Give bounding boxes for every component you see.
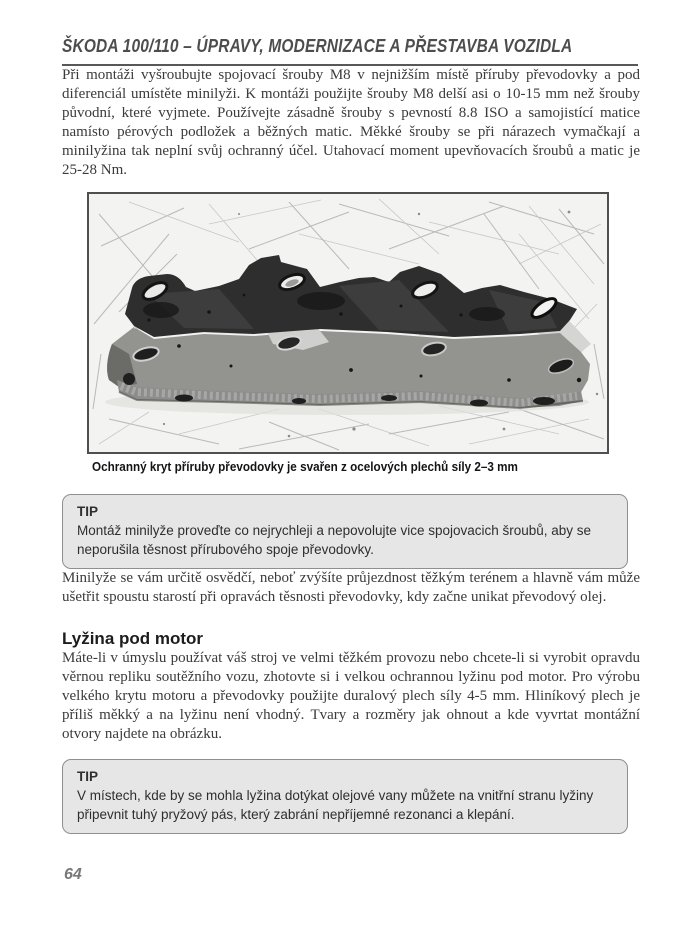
- photo-welded-steel-skid-plate: [87, 192, 609, 454]
- paragraph-engine-skid-plate: Máte-li v úmyslu používat váš stroj ve velmi těžkém provozu nebo chcete-li si vyrobit opravdu věrnou repliku soutěžního vozu, zhotovte si i velkou ochrannou lyžinu pod motor. Pro výrobu velkého krytu motoru a převodovky použijte duralový plech síly 4-5 mm. Hliníkový plech je příliš měkký a na lyžinu není vhodný. Tvary a rozměry jak ohnout a kde vyvrtat montážní otvory najdete na obrázku.: [62, 650, 640, 742]
- tip-box-rubber-strip: [62, 759, 628, 834]
- tip-label: TIP: [77, 769, 99, 784]
- tip-box-minilyze: [62, 494, 628, 569]
- tip-label: TIP: [77, 504, 99, 519]
- section-heading-lyzina-pod-motor: Lyžina pod motor: [62, 629, 204, 648]
- tip-text: V místech, kde by se mohla lyžina dotýkat olejové vany můžete na vnitřní stranu lyžiny připevnit tuhý pryžový pás, který zabrání nepříjemné rezonanci a klepání.: [77, 788, 594, 822]
- tip-text: Montáž minilyže proveďte co nejrychleji a nepovolujte vice spojovacich šroubů, aby se neporušila těsnost přírubového spoje převodovky.: [77, 523, 592, 557]
- page-number: 64: [64, 866, 82, 883]
- skid-plate-illustration: [89, 194, 607, 452]
- paragraph-minilyze-benefits: Minilyže se vám určitě osvědčí, neboť zvýšíte průjezdnost těžkým terénem a hlavně vám může ušetřit spoustu starostí při opravách těsnosti převodovky, kdy začne unikat převodový olej.: [62, 570, 640, 605]
- chapter-title: ŠKODA 100/110 – ÚPRAVY, MODERNIZACE A PŘESTAVBA VOZIDLA: [62, 36, 573, 56]
- figure-caption: Ochranný kryt příruby převodovky je svařen z ocelových plechů síly 2–3 mm: [92, 459, 518, 474]
- paragraph-mounting-bolts: Při montáži vyšroubujte spojovací šrouby M8 v nejnižším místě příruby převodovky a pod diferenciál umístěte minilyži. K montáži použijte šrouby M8 delší asi o 10-15 mm než šrouby původní, které vyjmete. Používejte zásadně šrouby s pevností 8.8 ISO a samojistící matice namísto pérových podložek a běžných matic. Měkké šrouby se při nárazech vymačkají a minilyžina tak neplní svůj ochranný účel. Utahovací moment upevňovacích šroubů a matic je 25-28 Nm.: [62, 67, 640, 178]
- chapter-header: [62, 36, 638, 66]
